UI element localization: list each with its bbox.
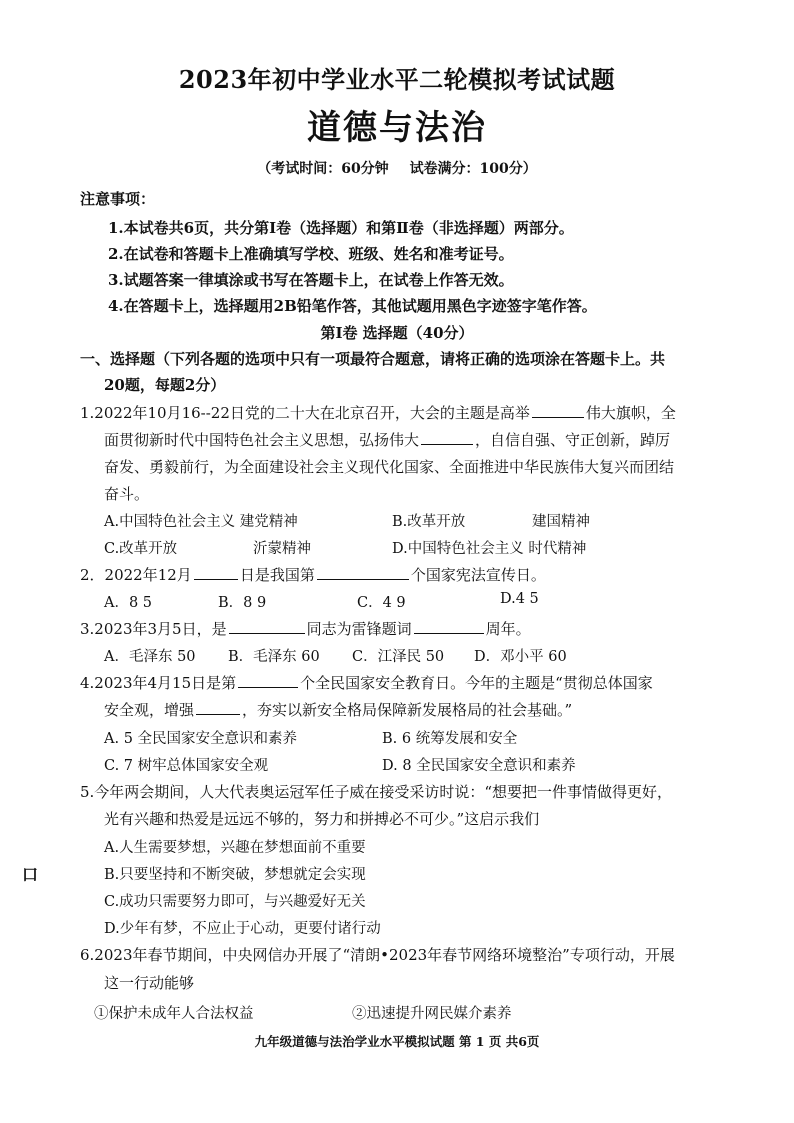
option-d: D.中国特色社会主义 时代精神 [392, 541, 587, 557]
binding-edge-mark: 口 [22, 865, 39, 884]
option-a: A.中国特色社会主义 建党精神 [104, 514, 298, 530]
option-d: D．邓小平 60 [474, 649, 567, 665]
note-item: 4.在答题卡上，选择题用2B铅笔作答，其他试题用黑色字迹签字笔作答。 [108, 297, 597, 315]
question-4: 4.2023年4月15日是第 个全民国家安全教育日。今年的主题是“贯彻总体国家 [80, 674, 653, 692]
option-a: A. 5 全民国家安全意识和素养 [104, 731, 298, 747]
statement-2: ②迅速提升网民媒介素养 [352, 1006, 512, 1022]
option-c-cont: 沂蒙精神 [253, 541, 311, 557]
exam-title: 2023年初中学业水平二轮模拟考试试题 [178, 65, 616, 94]
option-b: B. 6 统筹发展和安全 [382, 731, 518, 747]
question-6-line2: 这一行动能够 [104, 974, 195, 992]
option-d: D. 8 全民国家安全意识和素养 [382, 758, 576, 774]
answer-blank [421, 443, 473, 445]
answer-blank [238, 686, 298, 688]
question-3: 3.2023年3月5日，是 同志为雷锋题词 周年。 [80, 620, 531, 638]
full-score: 试卷满分：100分） [409, 161, 537, 177]
option-a: A．8 5 [104, 595, 153, 611]
part-instruction-cont: 20题，每题2分） [104, 376, 226, 394]
answer-blank [532, 416, 584, 418]
answer-blank [194, 578, 238, 580]
answer-blank [229, 632, 305, 634]
note-item: 1.本试卷共6页，共分第Ⅰ卷（选择题）和第Ⅱ卷（非选择题）两部分。 [108, 219, 574, 237]
question-4-line2: 安全观，增强 ，夯实以新安全格局保障新发展格局的社会基础。” [104, 701, 573, 719]
option-c: C．4 9 [357, 595, 406, 611]
option-d: D.4 5 [500, 591, 539, 607]
option-c: C. 7 树牢总体国家安全观 [104, 758, 269, 774]
question-1-line2: 面贯彻新时代中国特色社会主义思想，弘扬伟大 ，自信自强、守正创新，踔厉 [104, 431, 671, 449]
question-5-line2: 光有兴趣和热爱是远远不够的，努力和拼搏必不可少。”这启示我们 [104, 810, 540, 828]
option-b: B．8 9 [218, 595, 267, 611]
note-item: 3.试题答案一律填涂或书写在答题卡上，在试卷上作答无效。 [108, 271, 514, 289]
part-instruction: 一、选择题（下列各题的选项中只有一项最符合题意，请将正确的选项涂在答题卡上。共 [80, 350, 666, 368]
option-b: B.改革开放 [392, 514, 466, 530]
question-2: 2．2022年12月 日是我国第 个国家宪法宣传日。 [80, 566, 546, 584]
subject-title: 道德与法治 [307, 108, 487, 148]
option-b-cont: 建国精神 [532, 514, 590, 530]
exam-info [0, 158, 794, 178]
note-item: 2.在试卷和答题卡上准确填写学校、班级、姓名和准考证号。 [108, 245, 514, 263]
question-1-line3: 奋发、勇毅前行，为全面建设社会主义现代化国家、全面推进中华民族伟大复兴而团结 [104, 458, 675, 476]
answer-blank [414, 632, 484, 634]
exam-time: （考试时间：60分钟 [257, 161, 389, 177]
statement-1: ①保护未成年人合法权益 [94, 1006, 254, 1022]
option-d: D.少年有梦，不应止于心动，更要付诸行动 [104, 921, 381, 937]
option-c: C.改革开放 [104, 541, 178, 557]
question-1-line4: 奋斗。 [104, 485, 150, 503]
question-6: 6.2023年春节期间，中央网信办开展了“清朗•2023年春节网络环境整治”专项行动，开展 [80, 946, 675, 964]
page-footer: 九年级道德与法治学业水平模拟试题 第 1 页 共6页 [254, 1034, 540, 1049]
answer-blank [317, 578, 409, 580]
option-b: B.只要坚持和不断突破，梦想就定会实现 [104, 867, 366, 883]
option-c: C.成功只需要努力即可，与兴趣爱好无关 [104, 894, 366, 910]
answer-blank [196, 713, 240, 715]
option-c: C．江泽民 50 [352, 649, 445, 665]
option-a: A．毛泽东 50 [104, 649, 196, 665]
notes-heading: 注意事项： [80, 190, 156, 208]
question-1: 1.2022年10月16--22日党的二十大在北京召开，大会的主题是高举 伟大旗帜，全 [80, 404, 676, 422]
section-heading: 第Ⅰ卷 选择题（40分） [320, 324, 474, 342]
option-b: B．毛泽东 60 [228, 649, 320, 665]
option-a: A.人生需要梦想，兴趣在梦想面前不重要 [104, 840, 366, 856]
question-5: 5.今年两会期间，人大代表奥运冠军任子威在接受采访时说：“想要把一件事情做得更好， [80, 783, 672, 801]
